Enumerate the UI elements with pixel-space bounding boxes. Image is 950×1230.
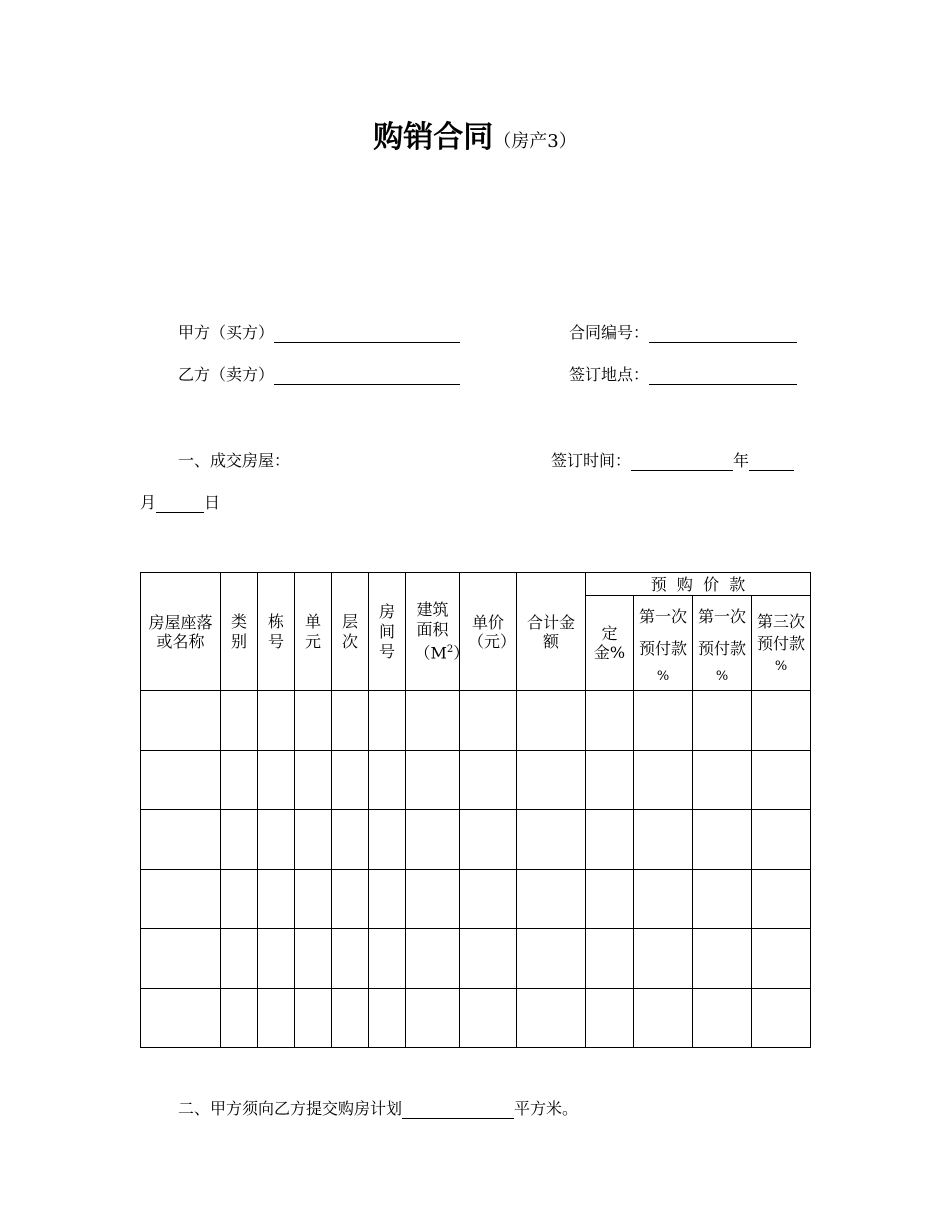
table-cell[interactable] (406, 810, 460, 870)
table-cell[interactable] (221, 691, 258, 751)
table-cell[interactable] (586, 869, 634, 929)
table-cell[interactable] (634, 691, 693, 751)
table-cell[interactable] (295, 810, 332, 870)
header-unit: 单元 (295, 573, 332, 691)
section1-line (178, 448, 290, 471)
table-cell[interactable] (295, 869, 332, 929)
table-cell[interactable] (258, 988, 295, 1048)
sign-time-line2 (140, 490, 220, 513)
header-unit-price: 单价（元） (460, 573, 517, 691)
sign-year-field[interactable] (631, 454, 733, 471)
header-category: 类别 (221, 573, 258, 691)
table-cell[interactable] (634, 750, 693, 810)
header-row-1 (141, 573, 811, 596)
header-total: 合计金额 (517, 573, 586, 691)
header-second: 第一次预付款 % (693, 596, 752, 691)
header-area: 建筑面积$(M^2)$ (406, 573, 460, 691)
table-cell[interactable] (295, 988, 332, 1048)
table-cell[interactable] (460, 869, 517, 929)
table-cell[interactable] (752, 929, 811, 989)
table-cell[interactable] (586, 691, 634, 751)
table-cell[interactable] (752, 869, 811, 929)
table-cell[interactable] (586, 810, 634, 870)
table-cell[interactable] (586, 929, 634, 989)
table-cell[interactable] (460, 691, 517, 751)
table-cell[interactable] (460, 750, 517, 810)
contract-no-line (569, 320, 797, 343)
table-cell[interactable] (221, 988, 258, 1048)
table-cell[interactable] (752, 691, 811, 751)
table-cell[interactable] (693, 869, 752, 929)
table-row (141, 750, 811, 810)
table-cell[interactable] (332, 869, 369, 929)
table-cell[interactable] (693, 750, 752, 810)
table-cell[interactable] (141, 929, 221, 989)
table-cell[interactable] (517, 810, 586, 870)
header-location: 房屋座落或名称 (141, 573, 221, 691)
table-cell[interactable] (369, 691, 406, 751)
sign-time-line (551, 448, 794, 471)
header-first: 第一次预付款 % (634, 596, 693, 691)
sign-place-label: 签订地点： (569, 365, 650, 384)
table-cell[interactable] (517, 869, 586, 929)
party-b-label: 乙方（卖方） (178, 365, 275, 384)
table-cell[interactable] (369, 929, 406, 989)
table-cell[interactable] (221, 929, 258, 989)
table-cell[interactable] (141, 810, 221, 870)
header-floor: 层次 (332, 573, 369, 691)
table-cell[interactable] (141, 869, 221, 929)
party-a-line (178, 320, 460, 343)
purchase-area-field[interactable] (402, 1102, 514, 1119)
sign-day-field[interactable] (156, 496, 204, 513)
table-cell[interactable] (369, 988, 406, 1048)
section1-label: 一、成交房屋： (178, 451, 291, 470)
table-cell[interactable] (332, 929, 369, 989)
title-sub: （房产3） (493, 131, 577, 152)
table-cell[interactable] (517, 988, 586, 1048)
table-cell[interactable] (752, 810, 811, 870)
header-prepay-group: 预 购 价 款 (586, 573, 811, 596)
table-cell[interactable] (258, 929, 295, 989)
table-cell[interactable] (295, 750, 332, 810)
sign-place-line (569, 362, 797, 385)
sign-time-label: 签订时间： (551, 451, 632, 470)
table-row (141, 691, 811, 751)
table-cell[interactable] (517, 929, 586, 989)
table-cell[interactable] (369, 810, 406, 870)
table-cell[interactable] (295, 929, 332, 989)
table-cell[interactable] (752, 988, 811, 1048)
table-cell[interactable] (517, 750, 586, 810)
table-cell[interactable] (221, 750, 258, 810)
table-cell[interactable] (752, 750, 811, 810)
table-cell[interactable] (332, 988, 369, 1048)
table-cell[interactable] (586, 988, 634, 1048)
month-label: 月 (140, 493, 157, 512)
table-cell[interactable] (693, 691, 752, 751)
table-cell[interactable] (406, 869, 460, 929)
sign-month-field[interactable] (749, 454, 794, 471)
party-a-field[interactable] (274, 326, 460, 343)
party-b-line (178, 362, 460, 385)
table-cell[interactable] (406, 691, 460, 751)
year-label: 年 (733, 451, 750, 470)
table-cell[interactable] (406, 929, 460, 989)
table-cell[interactable] (634, 929, 693, 989)
table-cell[interactable] (141, 988, 221, 1048)
contract-no-label: 合同编号： (569, 323, 650, 342)
table-cell[interactable] (221, 869, 258, 929)
table-cell[interactable] (295, 691, 332, 751)
table-cell[interactable] (332, 691, 369, 751)
table-cell[interactable] (141, 750, 221, 810)
table-row (141, 869, 811, 929)
table-cell[interactable] (460, 988, 517, 1048)
day-label: 日 (204, 493, 221, 512)
table-cell[interactable] (693, 810, 752, 870)
table-cell[interactable] (460, 929, 517, 989)
section2-line (178, 1096, 578, 1119)
table-cell[interactable] (634, 869, 693, 929)
party-b-field[interactable] (274, 368, 460, 385)
table-cell[interactable] (258, 869, 295, 929)
table-cell[interactable] (258, 750, 295, 810)
table-cell[interactable] (369, 750, 406, 810)
table-cell[interactable] (258, 691, 295, 751)
table-cell[interactable] (517, 691, 586, 751)
title-main: 购销合同 (373, 120, 494, 155)
contract-no-field[interactable] (649, 326, 797, 343)
header-deposit: 定金% (586, 596, 634, 691)
table-cell[interactable] (586, 750, 634, 810)
table-cell[interactable] (221, 810, 258, 870)
document-title (0, 112, 950, 156)
table-row (141, 988, 811, 1048)
table-cell[interactable] (406, 750, 460, 810)
table-cell[interactable] (141, 691, 221, 751)
table-cell[interactable] (634, 810, 693, 870)
table-cell[interactable] (693, 988, 752, 1048)
sign-place-field[interactable] (649, 368, 797, 385)
table-cell[interactable] (332, 810, 369, 870)
table-cell[interactable] (693, 929, 752, 989)
table-cell[interactable] (406, 988, 460, 1048)
table-row (141, 929, 811, 989)
table-cell[interactable] (258, 810, 295, 870)
section2-after: 平方米。 (514, 1099, 579, 1118)
table-cell[interactable] (634, 988, 693, 1048)
table-cell[interactable] (332, 750, 369, 810)
header-room: 房间号 (369, 573, 406, 691)
section2-before: 二、甲方须向乙方提交购房计划 (178, 1099, 403, 1118)
table-cell[interactable] (369, 869, 406, 929)
header-building: 栋号 (258, 573, 295, 691)
table-cell[interactable] (460, 810, 517, 870)
header-third: 第三次预付款 % (752, 596, 811, 691)
table-row (141, 810, 811, 870)
housing-table (140, 572, 811, 1048)
party-a-label: 甲方（买方） (178, 323, 275, 342)
